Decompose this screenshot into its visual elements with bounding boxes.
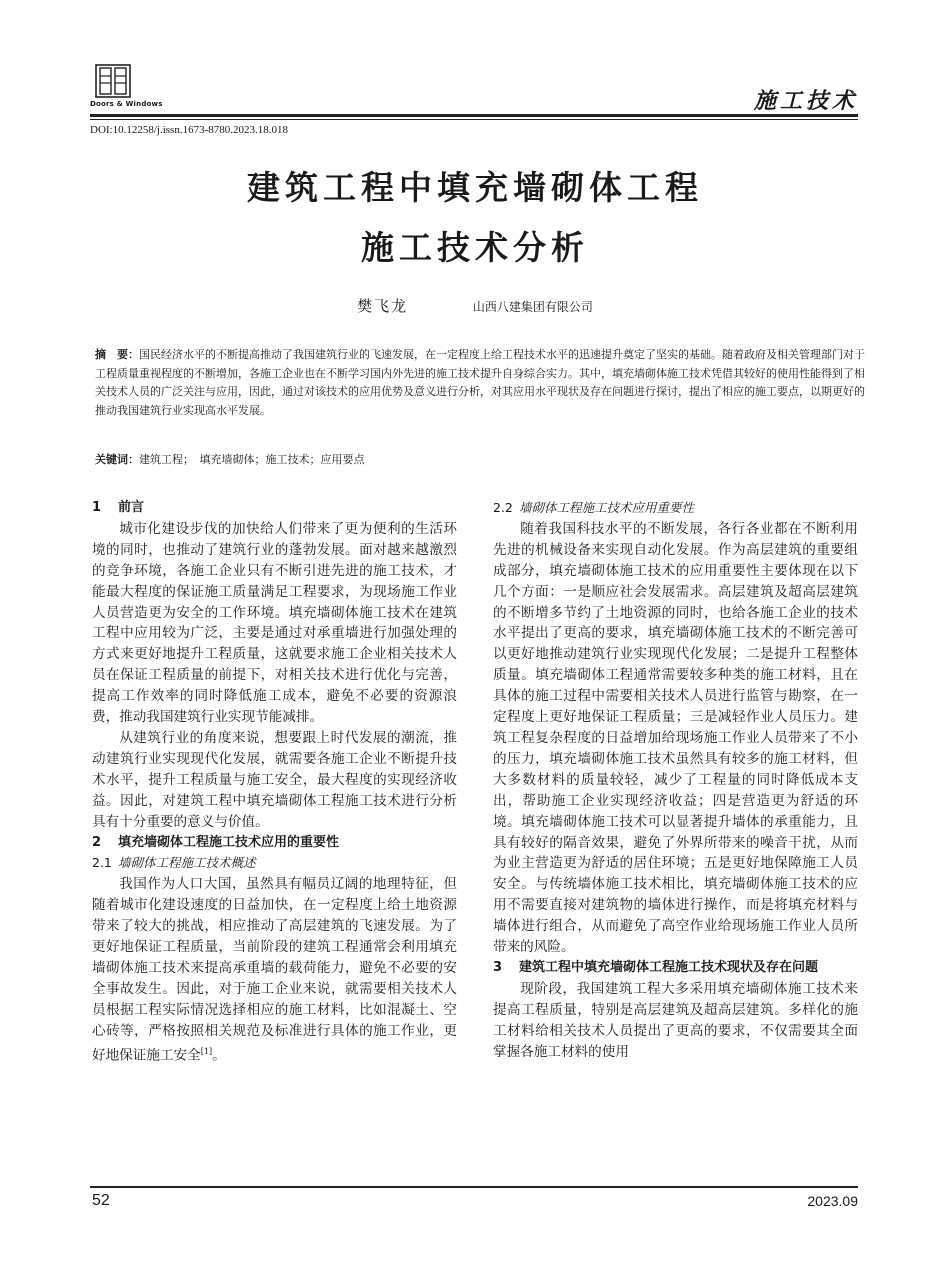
logo-caption: Doors & Windows [90, 100, 163, 108]
abstract-label: 摘 要： [95, 348, 139, 361]
byline [0, 295, 950, 316]
section-tag: 施工技术 [753, 88, 858, 114]
paragraph: 现阶段，我国建筑工程大多采用填充墙砌体施工技术来提高工程质量，特别是高层建筑及超高层建筑。多样化的施工材料给相关技术人员提出了更高的要求，不仅需要其全面掌握各施工材料的使用 [493, 980, 858, 1060]
section-heading: 3 建筑工程中填充墙砌体工程施工技术现状及存在问题 [493, 959, 819, 975]
keywords-text: 建筑工程； 填充墙砌体；施工技术；应用要点 [139, 453, 365, 466]
article-title-line2: 施工技术分析 [361, 228, 589, 267]
abstract [95, 346, 865, 420]
paragraph: 城市化建设步伐的加快给人们带来了更为便利的生活环境的同时，也推动了建筑行业的蓬勃发展。面对越来越激烈的竞争环境，各施工企业只有不断引进先进的施工技术，才能最大程度的保证施工质量满足工程要求，为现场施工作业人员营造更为安全的工作环境。填充墙砌体施工技术在建筑工程中应用较为广泛，主要是通过对承重墙进行加强处理的方式来更好地提升工程质量，这就要求施工企业相关技术人员在保证工程质量的前提下，对相关技术进行优化与完善，提高工作效率的同时降低施工成本，避免不必要的资源浪费，推动我国建筑行业实现节能减排。 [92, 520, 457, 726]
paragraph: 从建筑行业的角度来说，想要跟上时代发展的潮流，推动建筑行业实现现代化发展，就需要各施工企业不断提升技术水平，提升工程质量与施工安全，最大程度的实现经济收益。因此，对建筑工程中填充墙砌体工程施工技术进行分析具有十分重要的意义与价值。 [92, 729, 457, 830]
footer-rule [90, 1186, 858, 1188]
journal-logo [90, 64, 170, 114]
header-rule [90, 114, 858, 117]
subsection-heading: 2.2 墙砌体工程施工技术应用重要性 [493, 500, 695, 515]
article-title-line1: 建筑工程中填充墙砌体工程 [247, 168, 703, 207]
right-column [493, 498, 858, 1062]
doi: DOI:10.12258/j.issn.1673-8780.2023.18.018 [90, 124, 288, 136]
keywords-label: 关键词： [95, 453, 139, 466]
header-rule-thin [90, 119, 858, 120]
subsection-heading: 2.1 墙砌体工程施工技术概述 [92, 855, 256, 871]
paragraph: 随着我国科技水平的不断发展，各行各业都在不断利用先进的机械设备来实现自动化发展。作为高层建筑的重要组成部分，填充墙砌体施工技术的应用重要性主要体现在以下几个方面：一是顺应社会发展需求。高层建筑及超高层建筑的不断增多节约了土地资源的同时，也给各施工企业的技术水平提出了更高的要求，填充墙砌体施工技术的不断完善可以更好地推动建筑行业实现现代化发展；二是提升工程整体质量。填充墙砌体工程通常需要较多种类的施工材料，且在具体的施工过程中需要相关技术人员进行监管与勘察，在一定程度上更好地保证工程质量；三是减轻作业人员压力。建筑工程复杂程度的日益增加给现场施工作业人员带来了不小的压力，填充墙砌体施工技术虽然具有较多的施工材料，但大多数材料的质量较轻，减少了工程量的同时降低成本支出，帮助施工企业实现经济收益；四是营造更为舒适的环境。填充墙砌体施工技术可以显著提升墙体的承重能力，且具有较好的隔音效果，避免了外界所带来的噪音干扰，从而为业主营造更为舒适的居住环境；五是更好地保障施工人员安全。与传统墙体施工技术相比，填充墙砌体施工技术的应用不需要直接对建筑物的墙体进行操作，而是将填充材料与墙体进行组合，从而避免了高空作业给现场施工作业人员所带来的风险。 [493, 520, 858, 956]
affiliation: 山西八建集团有限公司 [472, 300, 593, 314]
abstract-text: 国民经济水平的不断提高推动了我国建筑行业的飞速发展，在一定程度上给工程技术水平的迅速提升奠定了坚实的基础。随着政府及相关管理部门对于工程质量重视程度的不断增加，各施工企业也在不断学习国内外先进的施工技术提升自身综合实力。其中，填充墙砌体施工技术凭借其较好的使用性能得到了相关技术人员的广泛关注与应用，因此，通过对该技术的应用优势及意义进行分析，对其应用水平现状及存在问题进行探讨，提出了相应的施工要点，以期更好的推动我国建筑行业实现高水平发展。 [95, 348, 865, 417]
citation: [1] [200, 1046, 213, 1056]
door-window-logo-icon [95, 64, 131, 98]
section-heading: 2 填充墙砌体工程施工技术应用的重要性 [92, 834, 340, 850]
author: 樊飞龙 [357, 297, 409, 315]
keywords [95, 451, 865, 470]
section-heading: 1 前言 [92, 500, 145, 515]
page-number: 52 [92, 1192, 110, 1209]
issue-date: 2023.09 [807, 1193, 858, 1209]
left-column [92, 498, 457, 1066]
paragraph: 我国作为人口大国，虽然具有幅员辽阔的地理特征，但随着城市化建设速度的日益加快，在一定程度上给土地资源带来了较大的挑战，相应推动了高层建筑的飞速发展。为了更好地保证工程质量，当前阶段的建筑工程通常会利用填充墙砌体施工技术来提高承重墙的载荷能力，避免不必要的安全事故发生。因此，对于施工企业来说，就需要相关技术人员根据工程实际情况选择相应的施工材料，比如混凝土、空心砖等，严格按照相关规范及标准进行具体的施工作业，更好地保证施工安全[1]。 [92, 876, 457, 1064]
